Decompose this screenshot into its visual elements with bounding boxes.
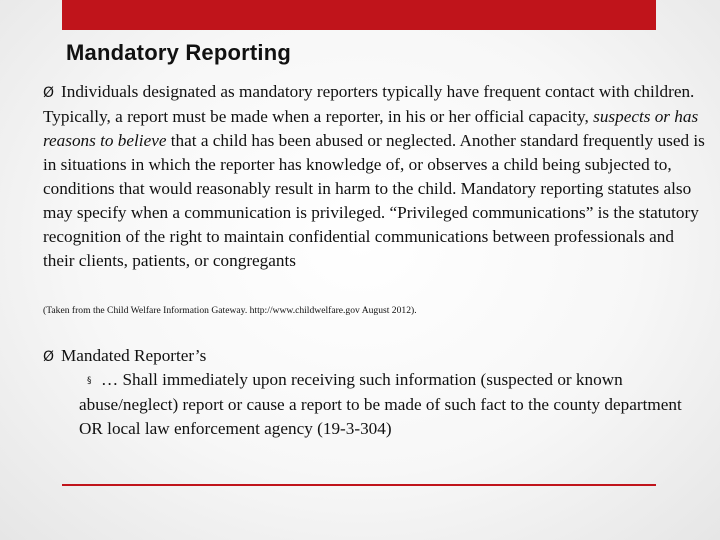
bullet-text-emphasis: suspects or has reasons to believe [43, 107, 699, 150]
bullet-heading: Mandated Reporter’s [61, 346, 207, 365]
bullet-text-part1: Individuals designated as mandatory reporters typically have frequent contact with children. Typically, a report must be made when a reporter, in his or her official capacity, [43, 82, 695, 126]
bullet-individuals-designated [43, 80, 708, 273]
arrow-bullet-icon: Ø [43, 349, 55, 365]
arrow-bullet-icon: Ø [43, 85, 55, 101]
square-bullet-icon: § [87, 376, 92, 386]
sub-bullet-text: … Shall immediately upon receiving such information (suspected or known abuse/neglect) report or cause a report to be made of such fact to the county department OR local law enforcement agency (19-3-304) [79, 370, 682, 438]
bottom-divider [62, 484, 656, 486]
source-citation: (Taken from the Child Welfare Information Gateway. http://www.childwelfare.gov August 2012). [43, 305, 417, 316]
sub-bullet-shall-report [79, 368, 709, 441]
bullet-mandated-reporters [43, 344, 708, 369]
slide-title: Mandatory Reporting [66, 40, 292, 65]
top-accent-bar [62, 0, 656, 30]
bullet-text-part2: that a child has been abused or neglected. Another standard frequently used is in situations in which the reporter has knowledge of, or observes a child being subjected to, conditions that would reasonably result in harm to the child. Mandatory reporting statutes also may specify when a communication is privileged. “Privileged communications” is the statutory recognition of the right to maintain confidential communications between professionals and their clients, patients, or congregants [43, 131, 705, 270]
